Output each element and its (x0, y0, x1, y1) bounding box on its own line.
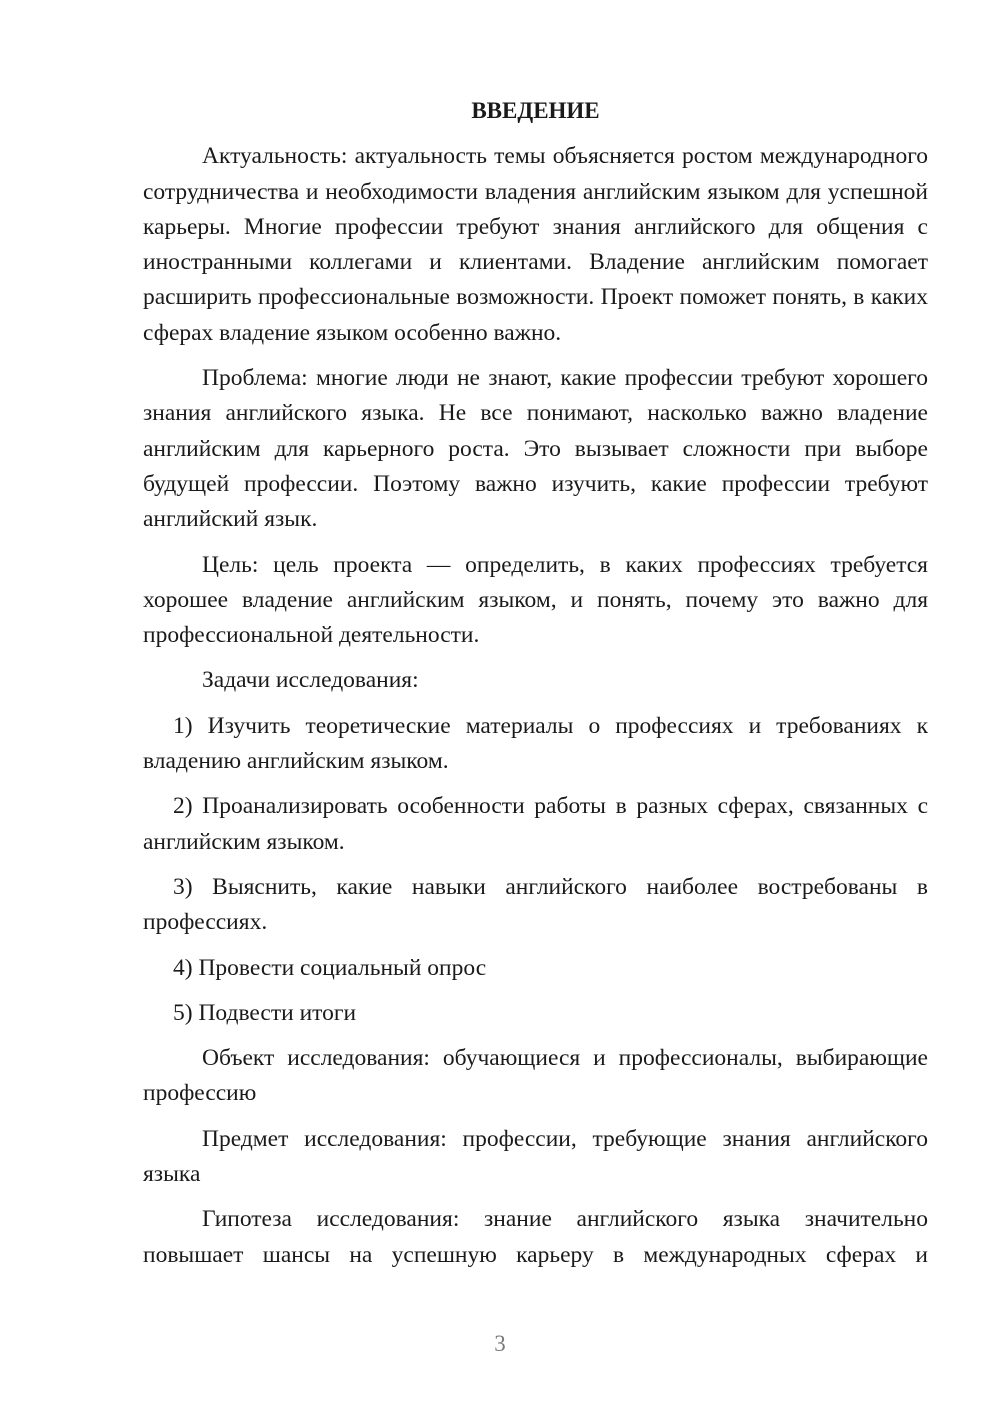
task-item-1: 1) Изучить теоретические материалы о профессиях и требованиях к владению английским языком. (143, 712, 928, 775)
paragraph-subject: Предмет исследования: профессии, требующие знания английского языка (143, 1125, 928, 1188)
task-item-2: 2) Проанализировать особенности работы в разных сферах, связанных с английским языком. (143, 793, 928, 855)
page-body (143, 93, 928, 1283)
section-title: ВВЕДЕНИЕ (471, 98, 600, 123)
paragraph-problem: Проблема: многие люди не знают, какие профессии требуют хорошего знания английского языка. Не все понимают, насколько важно владение английским для карьерного роста. Это вызывает сложности при выборе будущей профессии. Поэтому важно изучить, какие профессии требуют английский язык. (143, 365, 928, 533)
task-item-3: 3) Выяснить, какие навыки английского наиболее востребованы в профессиях. (143, 873, 928, 936)
tasks-heading: Задачи исследования: (202, 667, 419, 694)
paragraph-relevance: Актуальность: актуальность темы объясняется ростом международного сотрудничества и необходимости владения английским языком для успешной карьеры. Многие профессии требуют знания английского для общения с иностранными коллегами и клиентами. Владение английским помогает расширить профессиональные возможности. Проект поможет понять, в каких сферах владение языком особенно важно. (143, 143, 928, 346)
paragraph-hypothesis: Гипотеза исследования: знание английского языка значительно повышает шансы на успешную карьеру в международных сферах и (143, 1206, 928, 1268)
page-number: 3 (494, 1331, 506, 1356)
paragraph-object: Объект исследования: обучающиеся и профессионалы, выбирающие профессию (143, 1045, 928, 1107)
paragraph-goal: Цель: цель проекта — определить, в каких профессиях требуется хорошее владение английским языком, и понять, почему это важно для профессиональной деятельности. (143, 551, 928, 649)
task-item-4: 4) Провести социальный опрос (173, 954, 487, 981)
task-item-5: 5) Подвести итоги (173, 999, 357, 1026)
